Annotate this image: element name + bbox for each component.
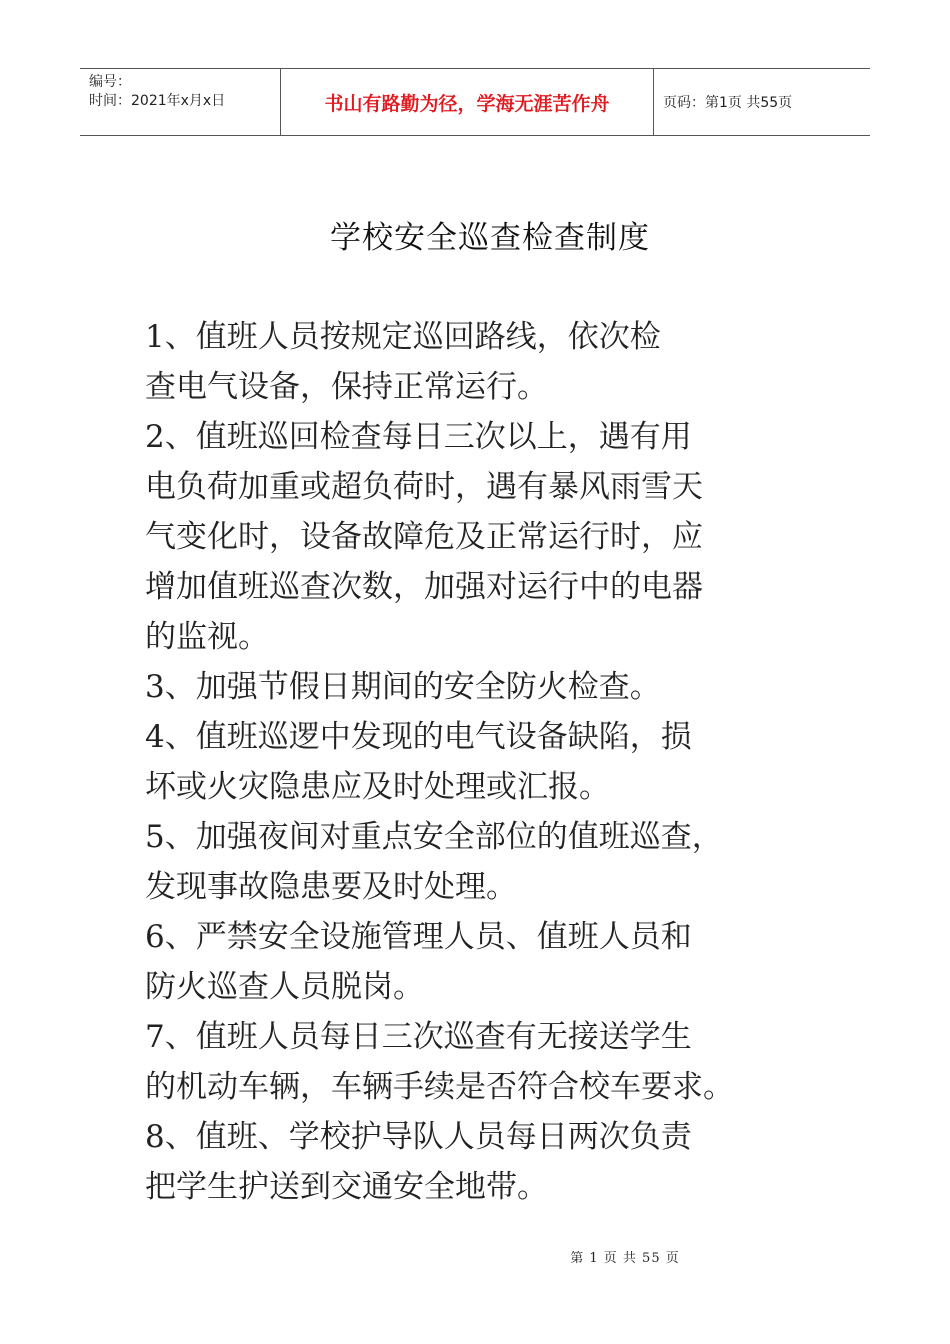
- paragraph-4: 4、值班巡逻中发现的电气设备缺陷，损 坏或火灾隐患应及时处理或汇报。: [145, 719, 692, 805]
- paragraph-6: 6、严禁安全设施管理人员、值班人员和 防火巡查人员脱岗。: [145, 919, 692, 1005]
- paragraph-3: 3、加强节假日期间的安全防火检查。: [145, 669, 661, 705]
- paragraph-2: 2、值班巡回检查每日三次以上，遇有用 电负荷加重或超负荷时，遇有暴风雨雪天 气变化时，设备故障危及正常运行时，应 增加值班巡查次数，加强对运行中的电器 的监视。: [145, 419, 703, 655]
- header-motto: 书山有路勤为径，学海无涯苦作舟: [281, 69, 654, 135]
- time-label: 时间：2021年x月x日: [89, 93, 226, 109]
- paragraph-1: 1、值班人员按规定巡回路线，依次检 查电气设备，保持正常运行。: [145, 319, 661, 405]
- paragraph-8: 8、值班、学校护导队人员每日两次负责 把学生护送到交通安全地带。: [145, 1119, 692, 1205]
- page-footer: 第 1 页 共 55 页: [570, 1251, 680, 1266]
- document-header: [80, 68, 870, 136]
- paragraph-7: 7、值班人员每日三次巡查有无接送学生 的机动车辆，车辆手续是否符合校车要求。: [145, 1019, 734, 1105]
- paragraph-5: 5、加强夜间对重点安全部位的值班巡查， 发现事故隐患要及时处理。: [145, 819, 723, 905]
- document-body: [145, 312, 815, 1212]
- document-title: 学校安全巡查检查制度: [330, 220, 650, 256]
- header-meta: [80, 69, 281, 135]
- number-label: 编号：: [89, 74, 131, 90]
- header-page-info: 页码：第1页 共55页: [663, 95, 793, 111]
